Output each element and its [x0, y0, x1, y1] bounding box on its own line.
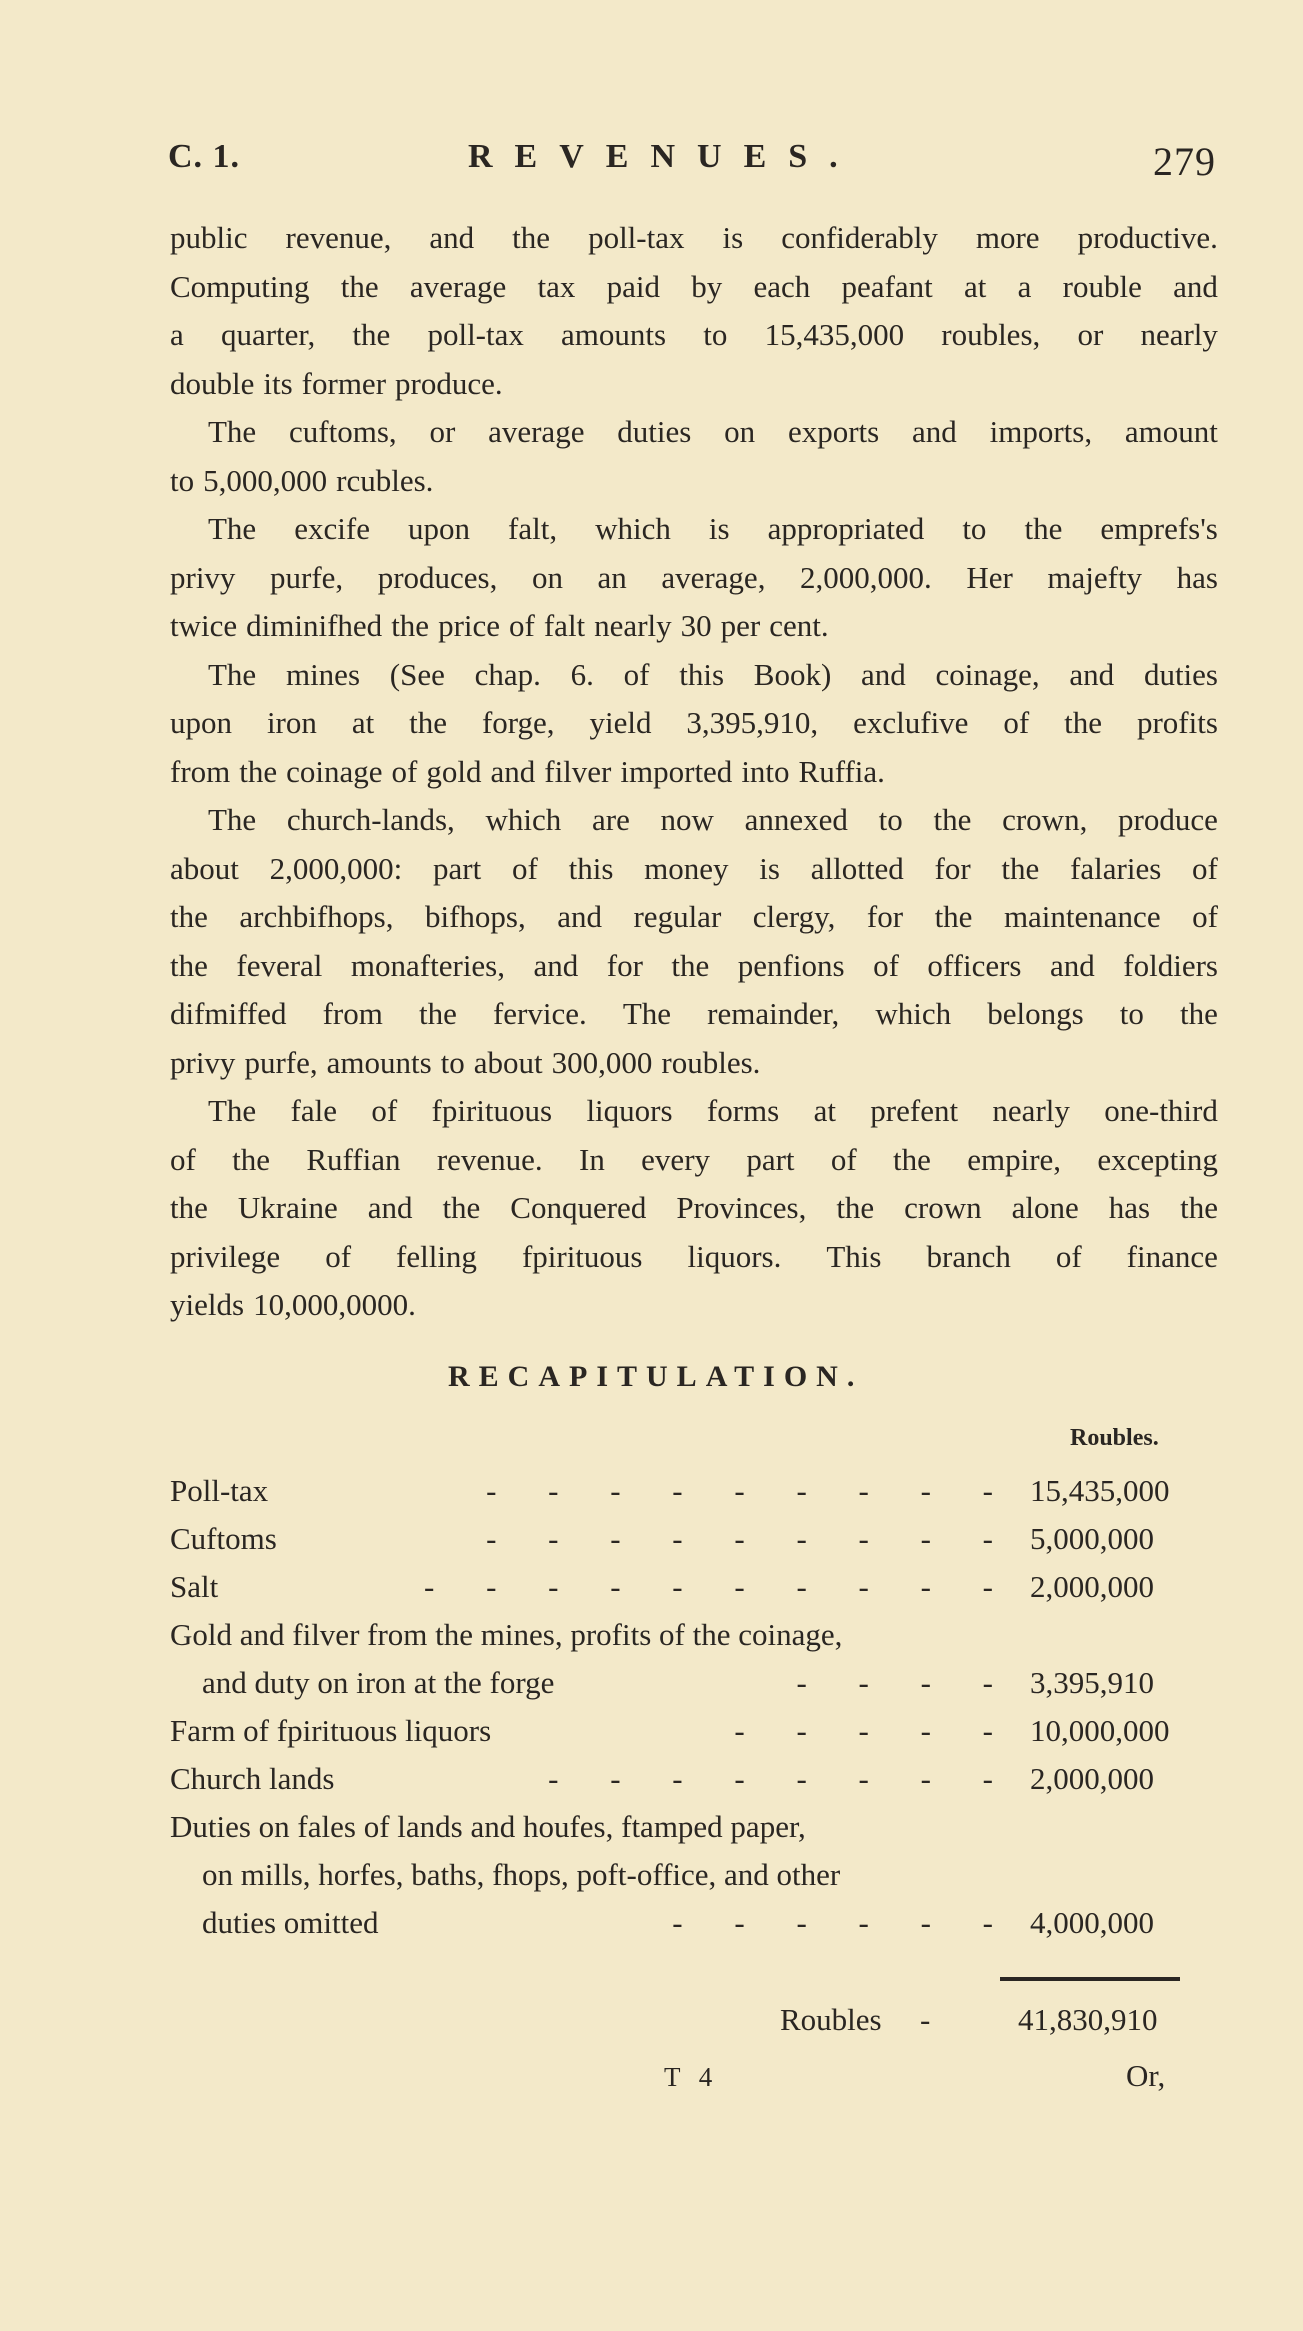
- text-line: public revenue, and the poll-tax is confiderably more productive.: [170, 220, 1218, 255]
- text-line: Computing the average tax paid by each peafant at a rouble and: [170, 268, 1218, 304]
- recap-row-label: Cuftoms: [170, 1521, 277, 1556]
- total-label: Roubles: [780, 2002, 882, 2037]
- recap-row-value: 5,000,000: [1030, 1521, 1154, 1556]
- recap-title: RECAPITULATION.: [448, 1360, 864, 1393]
- recap-row-label: Farm of fpirituous liquors: [170, 1713, 492, 1748]
- recap-row-label: Gold and filver from the mines, profits of the coinage,: [170, 1617, 843, 1652]
- catchword: Or,: [1126, 2058, 1166, 2093]
- recap-row-value: 3,395,910: [1030, 1665, 1154, 1700]
- text-line: privy purfe, amounts to about 300,000 roubles.: [170, 1044, 761, 1080]
- recap-row-value: 2,000,000: [1030, 1569, 1154, 1604]
- page-number: 279: [1153, 139, 1216, 184]
- text-line: the archbifhops, bifhops, and regular clergy, for the maintenance of: [170, 899, 1218, 934]
- text-line: to 5,000,000 rcubles.: [170, 462, 434, 498]
- recap-row-leader: - - - - - - - - - -: [424, 1569, 1015, 1604]
- text-line: double its former produce.: [170, 365, 503, 401]
- column-header-roubles: Roubles.: [1070, 1425, 1159, 1451]
- text-line: the Ukraine and the Conquered Provinces, the crown alone has the: [170, 1190, 1218, 1225]
- text-line: The cuftoms, or average duties on exports and imports, amount: [208, 414, 1218, 449]
- text-line: the feveral monafteries, and for the penfions of officers and foldiers: [170, 947, 1218, 983]
- recap-row: [170, 1617, 1190, 1665]
- running-title: REVENUES.: [468, 138, 860, 175]
- recap-row-leader: - - - -: [796, 1665, 1015, 1700]
- total-rule: [1000, 1977, 1180, 1981]
- text-line: from the coinage of gold and filver imported into Ruffia.: [170, 753, 885, 789]
- recap-row: [170, 1809, 1190, 1857]
- recap-row-leader: - - - - -: [734, 1713, 1015, 1748]
- recap-row-label: Poll-tax: [170, 1473, 269, 1508]
- recap-row: [170, 1569, 1190, 1617]
- paragraph: [170, 1087, 1218, 1330]
- recap-row-value: 15,435,000: [1030, 1473, 1170, 1508]
- paragraph: [170, 214, 1218, 408]
- recap-row-label: Salt: [170, 1569, 219, 1604]
- text-line: privilege of felling fpirituous liquors. This branch of finance: [170, 1238, 1218, 1274]
- recap-row-label: and duty on iron at the forge: [202, 1665, 555, 1700]
- total-value: 41,830,910: [1018, 2002, 1158, 2037]
- text-line: upon iron at the forge, yield 3,395,910, exclufive of the profits: [170, 705, 1218, 740]
- recap-row: [170, 1665, 1190, 1713]
- recap-row: [170, 1905, 1190, 1953]
- text-line: The fale of fpirituous liquors forms at prefent nearly one-third: [208, 1093, 1218, 1128]
- paragraph: [170, 651, 1218, 797]
- body-text: [170, 214, 1218, 1330]
- text-line: twice diminifhed the price of falt nearly 30 per cent.: [170, 608, 829, 643]
- recap-row: [170, 1473, 1190, 1521]
- recap-row: [170, 1761, 1190, 1809]
- text-line: The church-lands, which are now annexed to the crown, produce: [208, 802, 1218, 837]
- paragraph: [170, 408, 1218, 505]
- paragraph: [170, 505, 1218, 651]
- recap-row-leader: - - - - - - - - -: [486, 1521, 1015, 1556]
- recap-row-leader: - - - - - -: [672, 1905, 1015, 1940]
- recap-row-value: 10,000,000: [1030, 1713, 1170, 1748]
- recap-row-leader: - - - - - - - -: [548, 1761, 1015, 1796]
- signature-mark: T 4: [664, 2062, 719, 2092]
- recap-row: [170, 1521, 1190, 1569]
- recap-row-label: Duties on fales of lands and houfes, ftamped paper,: [170, 1809, 806, 1844]
- recap-row-value: 4,000,000: [1030, 1905, 1154, 1940]
- chapter-label: C. 1.: [168, 138, 241, 175]
- recap-row-label: on mills, horfes, baths, fhops, poft-office, and other: [202, 1857, 841, 1892]
- text-line: difmiffed from the fervice. The remainder, which belongs to the: [170, 996, 1218, 1031]
- text-line: yields 10,000,0000.: [170, 1287, 416, 1322]
- recap-row: [170, 1713, 1190, 1761]
- text-line: about 2,000,000: part of this money is allotted for the falaries of: [170, 850, 1218, 886]
- recap-row-leader: - - - - - - - - -: [486, 1473, 1015, 1508]
- running-header: [168, 138, 1216, 188]
- total-dash: -: [920, 2002, 931, 2037]
- text-line: privy purfe, produces, on an average, 2,000,000. Her majefty has: [170, 559, 1218, 595]
- paragraph: [170, 796, 1218, 1087]
- text-line: The excife upon falt, which is appropriated to the emprefs's: [208, 511, 1218, 546]
- text-line: of the Ruffian revenue. In every part of the empire, excepting: [170, 1141, 1218, 1177]
- text-line: The mines (See chap. 6. of this Book) and coinage, and duties: [208, 656, 1218, 692]
- recap-row: [170, 1857, 1190, 1905]
- recap-row-label: duties omitted: [202, 1905, 379, 1940]
- text-line: a quarter, the poll-tax amounts to 15,435,000 roubles, or nearly: [170, 317, 1218, 352]
- recap-row-label: Church lands: [170, 1761, 335, 1796]
- recap-row-value: 2,000,000: [1030, 1761, 1154, 1796]
